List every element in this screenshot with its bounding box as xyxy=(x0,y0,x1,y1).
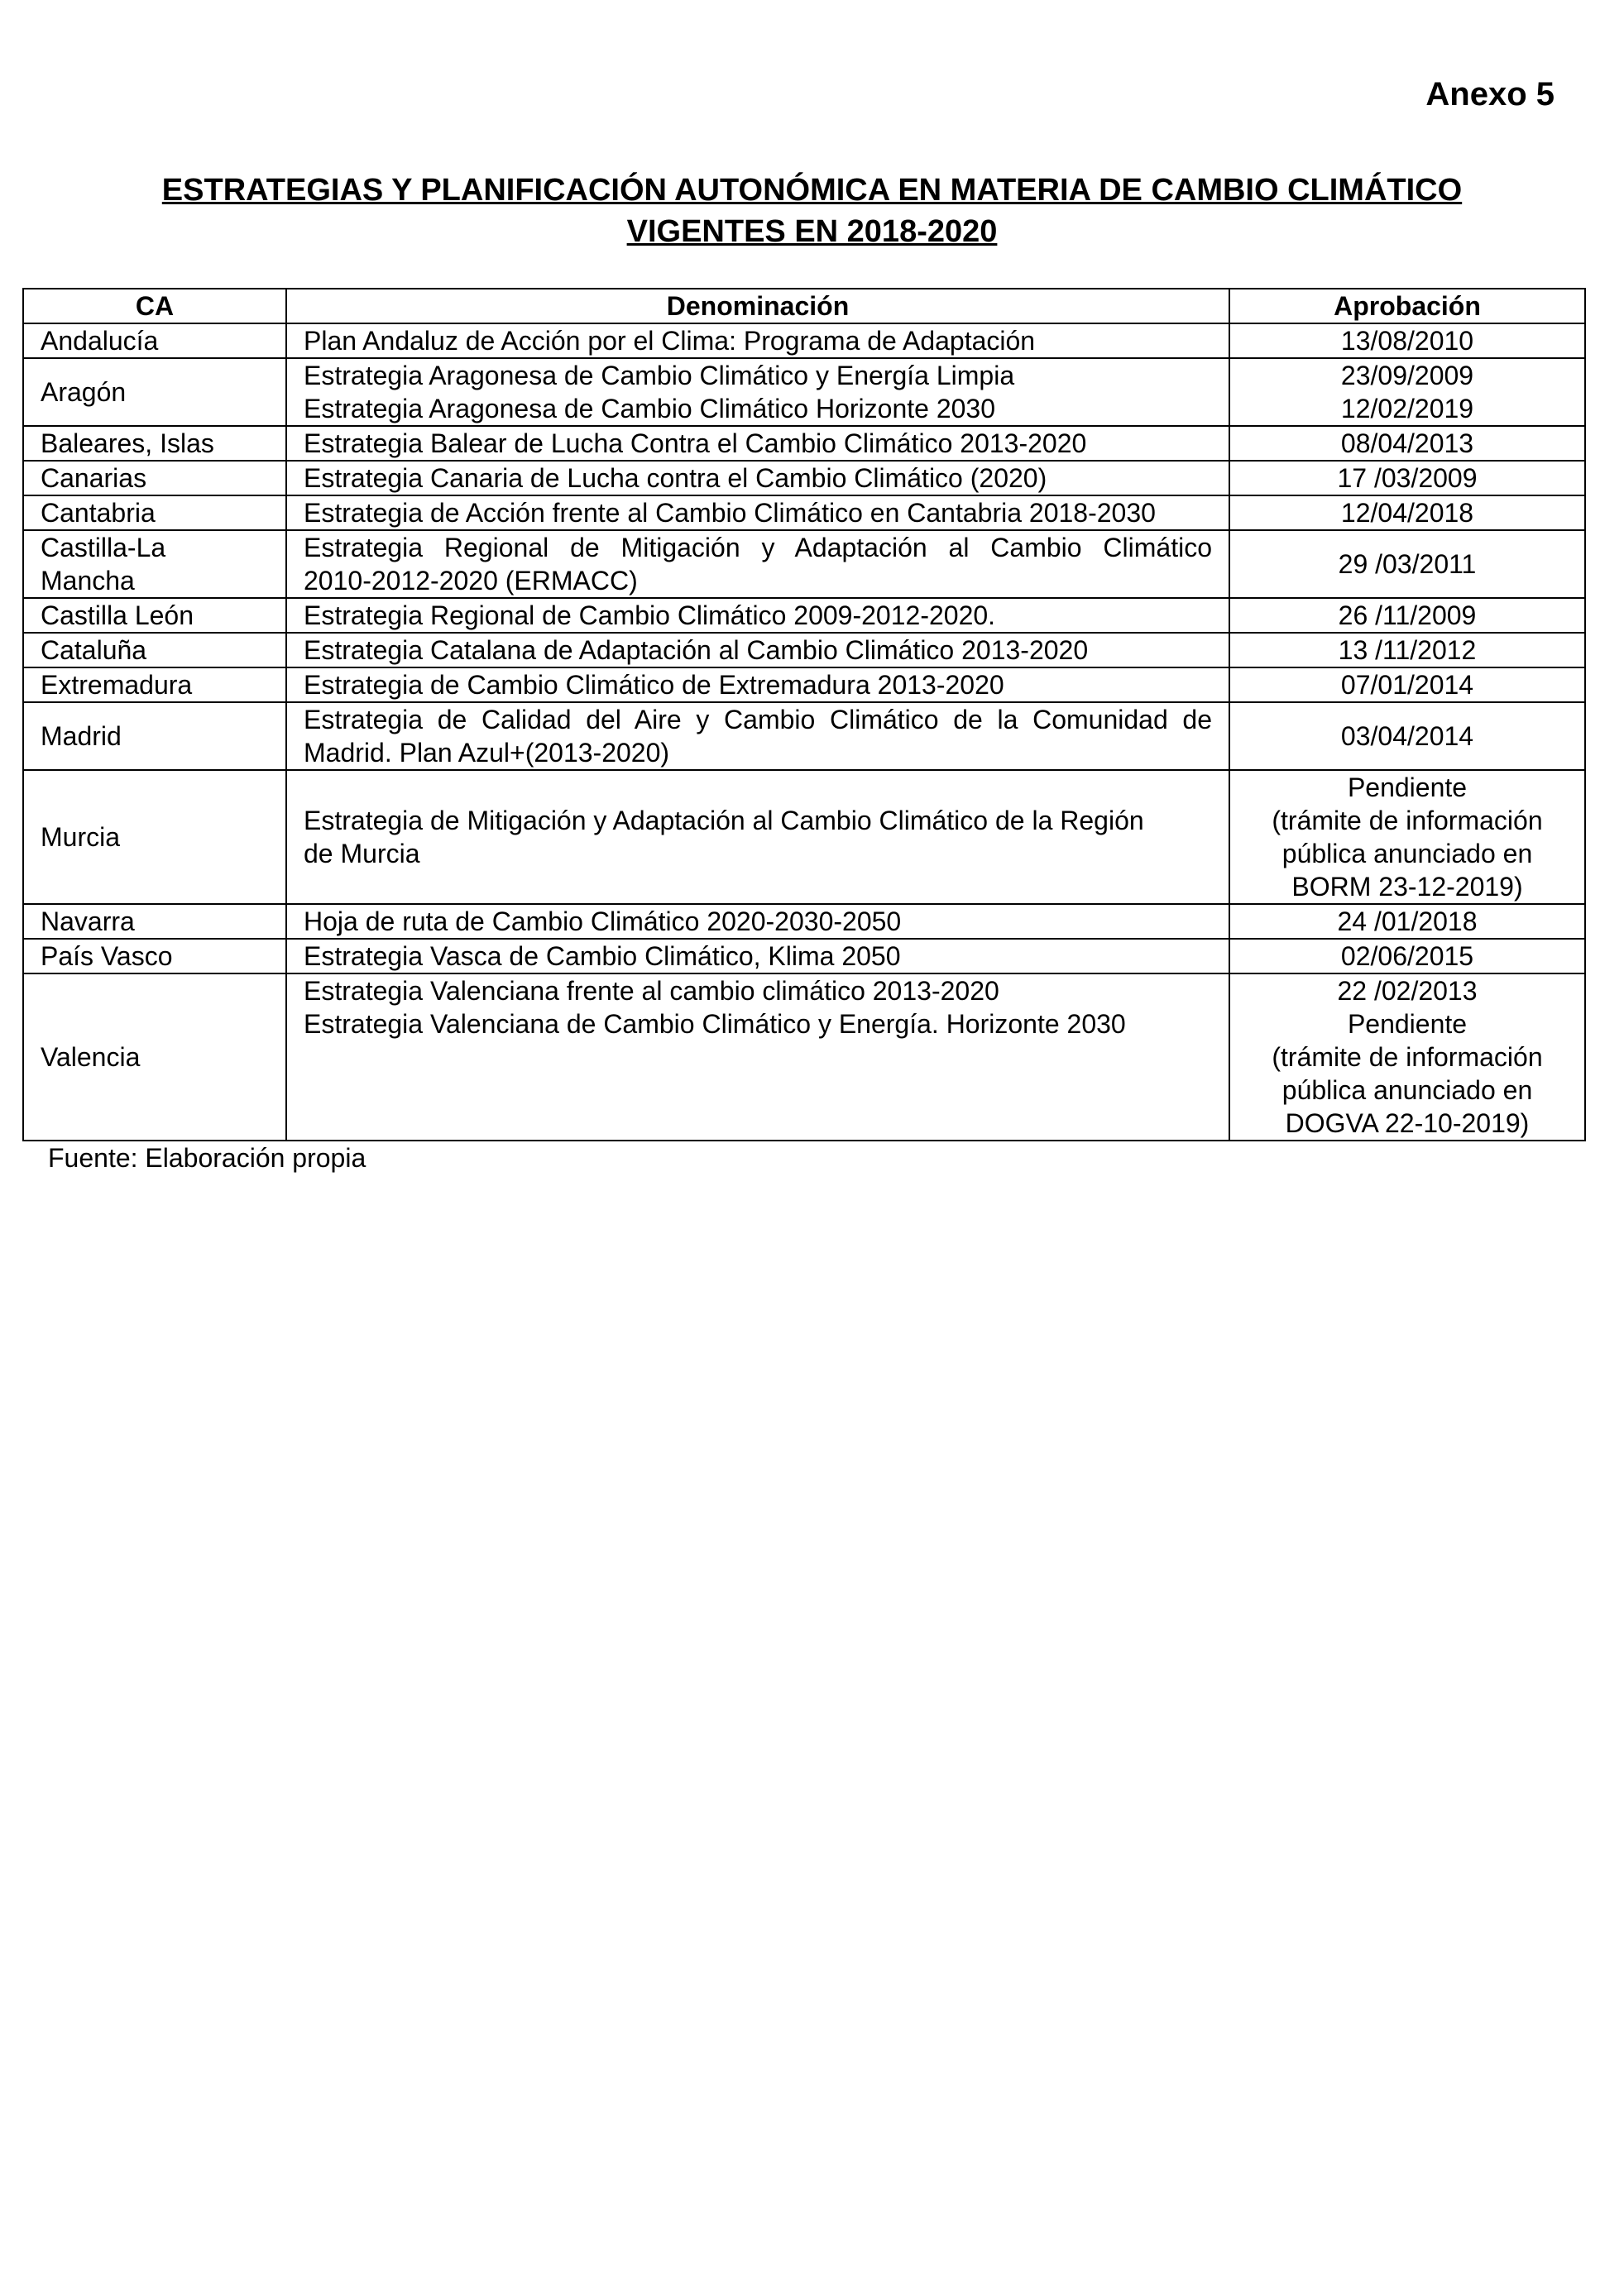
table-row xyxy=(23,461,1585,495)
denominacion-line: 2010-2012-2020 (ERMACC) xyxy=(304,566,638,596)
cell-denominacion: Plan Andaluz de Acción por el Clima: Programa de Adaptación xyxy=(286,323,1229,358)
aprobacion-line: pública anunciado en xyxy=(1281,839,1533,868)
denominacion-line: Estrategia de Mitigación y Adaptación al Cambio Climático de la Región xyxy=(304,806,1144,835)
header-ca: CA xyxy=(23,289,286,323)
cell-denominacion: Estrategia de Cambio Climático de Extremadura 2013-2020 xyxy=(286,667,1229,702)
denominacion-line: Estrategia Aragonesa de Cambio Climático Horizonte 2030 xyxy=(304,394,996,423)
table-row xyxy=(23,770,1585,904)
aprobacion-line: pública anunciado en xyxy=(1281,1075,1533,1105)
cell-ca: Navarra xyxy=(23,904,286,939)
strategies-table xyxy=(22,288,1586,1141)
cell-aprobacion: 07/01/2014 xyxy=(1229,667,1585,702)
cell-denominacion xyxy=(286,358,1229,426)
table-row xyxy=(23,633,1585,667)
cell-aprobacion: 02/06/2015 xyxy=(1229,939,1585,973)
cell-denominacion xyxy=(286,530,1229,598)
cell-ca: Baleares, Islas xyxy=(23,426,286,461)
cell-aprobacion: 03/04/2014 xyxy=(1229,702,1585,770)
cell-ca: Andalucía xyxy=(23,323,286,358)
aprobacion-line: 23/09/2009 xyxy=(1340,361,1474,390)
cell-ca: Castilla León xyxy=(23,598,286,633)
cell-denominacion: Hoja de ruta de Cambio Climático 2020-2030-2050 xyxy=(286,904,1229,939)
cell-ca: Valencia xyxy=(23,973,286,1141)
cell-ca: Canarias xyxy=(23,461,286,495)
table-row xyxy=(23,939,1585,973)
denominacion-line: Estrategia de Calidad del Aire y Cambio Climático de la Comunidad de xyxy=(304,705,1212,734)
denominacion-line: de Murcia xyxy=(304,839,420,868)
cell-aprobacion: 17 /03/2009 xyxy=(1229,461,1585,495)
cell-ca: Cataluña xyxy=(23,633,286,667)
annex-label: Anexo 5 xyxy=(1425,76,1555,112)
cell-denominacion: Estrategia Balear de Lucha Contra el Cambio Climático 2013-2020 xyxy=(286,426,1229,461)
cell-aprobacion xyxy=(1229,973,1585,1141)
table-row xyxy=(23,598,1585,633)
cell-aprobacion: 29 /03/2011 xyxy=(1229,530,1585,598)
aprobacion-line: Pendiente xyxy=(1347,773,1468,802)
cell-aprobacion xyxy=(1229,770,1585,904)
title-line-1: ESTRATEGIAS Y PLANIFICACIÓN AUTONÓMICA EN MATERIA DE CAMBIO CLIMÁTICO xyxy=(161,173,1463,208)
aprobacion-line: (trámite de información xyxy=(1272,1042,1543,1072)
cell-denominacion: Estrategia de Acción frente al Cambio Climático en Cantabria 2018-2030 xyxy=(286,495,1229,530)
document-title xyxy=(0,170,1624,252)
table-row xyxy=(23,530,1585,598)
cell-denominacion: Estrategia Regional de Cambio Climático 2009-2012-2020. xyxy=(286,598,1229,633)
source-note: Fuente: Elaboración propia xyxy=(48,1143,366,1173)
table-row xyxy=(23,323,1585,358)
cell-ca: Extremadura xyxy=(23,667,286,702)
table-row xyxy=(23,702,1585,770)
cell-denominacion: Estrategia Vasca de Cambio Climático, Klima 2050 xyxy=(286,939,1229,973)
cell-ca: Murcia xyxy=(23,770,286,904)
ca-line: Mancha xyxy=(41,566,135,596)
denominacion-line: Estrategia Valenciana de Cambio Climático y Energía. Horizonte 2030 xyxy=(304,1009,1126,1039)
cell-denominacion xyxy=(286,973,1229,1141)
denominacion-line: Estrategia Aragonesa de Cambio Climático y Energía Limpia xyxy=(304,361,1015,390)
table-header-row xyxy=(23,289,1585,323)
cell-denominacion: Estrategia Catalana de Adaptación al Cambio Climático 2013-2020 xyxy=(286,633,1229,667)
aprobacion-line: BORM 23-12-2019) xyxy=(1291,872,1523,902)
cell-ca: Cantabria xyxy=(23,495,286,530)
cell-aprobacion xyxy=(1229,358,1585,426)
cell-ca xyxy=(23,530,286,598)
cell-ca: País Vasco xyxy=(23,939,286,973)
aprobacion-line: DOGVA 22-10-2019) xyxy=(1285,1108,1530,1138)
cell-ca: Madrid xyxy=(23,702,286,770)
cell-aprobacion: 24 /01/2018 xyxy=(1229,904,1585,939)
cell-denominacion: Estrategia Canaria de Lucha contra el Cambio Climático (2020) xyxy=(286,461,1229,495)
table-row xyxy=(23,904,1585,939)
cell-aprobacion: 08/04/2013 xyxy=(1229,426,1585,461)
denominacion-line: Madrid. Plan Azul+(2013-2020) xyxy=(304,738,670,768)
cell-aprobacion: 12/04/2018 xyxy=(1229,495,1585,530)
denominacion-line: Estrategia Regional de Mitigación y Adaptación al Cambio Climático xyxy=(304,533,1212,562)
table-row xyxy=(23,495,1585,530)
table-row xyxy=(23,358,1585,426)
aprobacion-line: (trámite de información xyxy=(1272,806,1543,835)
table-row xyxy=(23,426,1585,461)
ca-line: Castilla-La xyxy=(41,533,166,562)
cell-ca: Aragón xyxy=(23,358,286,426)
cell-denominacion xyxy=(286,770,1229,904)
cell-aprobacion: 13/08/2010 xyxy=(1229,323,1585,358)
aprobacion-line: 22 /02/2013 xyxy=(1337,976,1478,1006)
title-line-2: VIGENTES EN 2018-2020 xyxy=(626,214,998,249)
cell-denominacion xyxy=(286,702,1229,770)
table-row xyxy=(23,667,1585,702)
cell-aprobacion: 26 /11/2009 xyxy=(1229,598,1585,633)
denominacion-line: Estrategia Valenciana frente al cambio climático 2013-2020 xyxy=(304,976,999,1006)
aprobacion-line: Pendiente xyxy=(1347,1009,1468,1039)
cell-aprobacion: 13 /11/2012 xyxy=(1229,633,1585,667)
header-denominacion: Denominación xyxy=(286,289,1229,323)
table-row xyxy=(23,973,1585,1141)
aprobacion-line: 12/02/2019 xyxy=(1340,394,1474,423)
header-aprobacion: Aprobación xyxy=(1229,289,1585,323)
